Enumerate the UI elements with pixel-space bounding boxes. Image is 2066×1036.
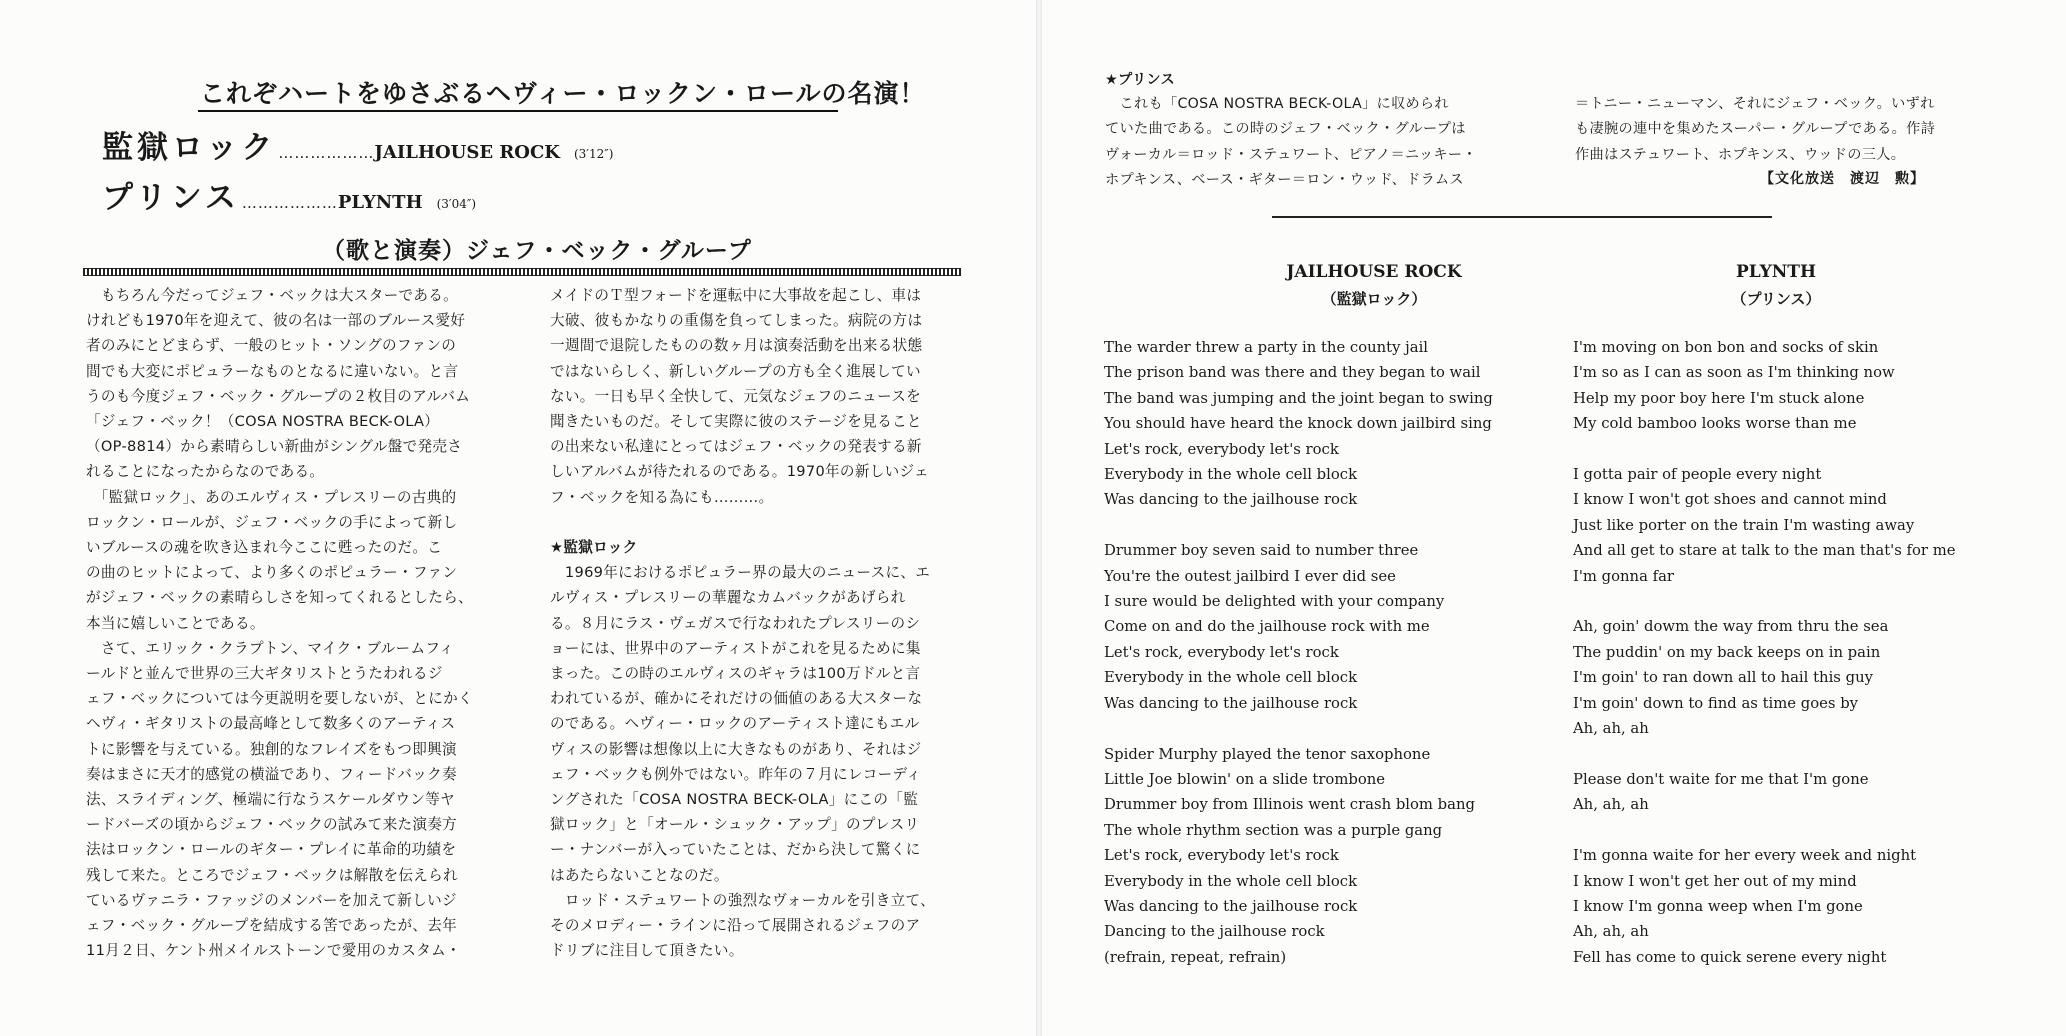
track-duration: (3′04″) — [436, 197, 477, 211]
lyrics-title-plynth: PLYNTH — [1735, 262, 1817, 282]
track-title-en: PLYNTH — [337, 192, 423, 213]
leader-dots: ……………… — [241, 194, 338, 212]
section-rule — [1272, 216, 1772, 218]
track-title-jp: プリンス — [102, 180, 240, 216]
plynth-note-column-1: これも「COSA NOSTRA BECK-OLA」に収められ ていた曲である。この時のジェフ・ベック・グループは ヴォーカル＝ロッド・ステュワート、ピアノ＝ニッキー・ ホプキンス、ベース・ギター＝ロン・ウッド、ドラムス — [1105, 96, 1477, 189]
leader-dots: ……………… — [278, 144, 375, 162]
liner-notes-column-2 — [550, 283, 935, 963]
plynth-note-column-2: ＝トニー・ニューマン、それにジェフ・ベック。いずれ も凄腕の連中を集めたスーパー・グループである。作詩 作曲はステュワート、ホプキンス、ウッドの三人。 — [1575, 96, 1936, 163]
writer-credit: 【文化放送 渡辺 勲】 — [1760, 171, 1925, 187]
liner-notes-paragraph: 1969年におけるポピュラー界の最大のニュースに、エ ルヴィス・プレスリーの華麗なカムバックがあげられ る。８月にラス・ヴェガスで行なわれたプレスリーのシ ョーには、世界中のアーティストがこれを見るために集 まった。この時のエルヴィスのギャラは100万ドルと言 われているが、確かにそれだけの価値のある大スターな のである。ヘヴィー・ロックのアーティスト達にもエル ヴィスの影響は想像以上に大きなものがあり、それはジ ェフ・ベックも例外ではない。昨年の７月にレコーディ ングされた「COSA NOSTRA BECK-OLA」にこの「監 獄ロック」と「オール・シュック・アップ」のプレスリ ー・ナンバーが入っていたことは、だから決して驚くに はあたらないことなのだ。 ロッド・ステュワートの強烈なヴォーカルを引き立て、 そのメロディー・ラインに沿って展開されるジェフのア ドリブに注目して頂きたい。 — [550, 564, 936, 960]
heading-underline — [198, 110, 838, 112]
lyrics-jailhouse-rock: The warder threw a party in the county jail The prison band was there and they began to wail The band was jumping and the joint began to swing You should have heard the knock down jailbird sing Let's rock, everybody let's rock Everybody in the whole cell block Was dancing to the jailhouse rock Drummer boy seven said to number three You're the outest jailbird I ever did see I sure would be delighted with your company Come on and do the jailhouse rock with me Let's rock, everybody let's rock Everybody in the whole cell block Was dancing to the jailhouse rock Spider Murphy played the tenor saxophone Little Joe blowin' on a slide trombone Drummer boy from Illinois went crash blom bang The whole rhythm section was a purple gang Let's rock, everybody let's rock Everybody in the whole cell block Was dancing to the jailhouse rock Dancing to the jailhouse rock (refrain, repeat, refrain) — [1104, 339, 1493, 966]
lyrics-title-jailhouse-rock: JAILHOUSE ROCK — [1286, 262, 1462, 282]
decorative-divider — [83, 268, 961, 276]
section-subhead-jailhouse-rock: ★監獄ロック — [550, 539, 638, 557]
lyrics-plynth: I'm moving on bon bon and socks of skin I'm so as I can as soon as I'm thinking now Help my poor boy here I'm stuck alone My cold bamboo looks worse than me I gotta pair of people every night I know I won't got shoes and cannot mind Just like porter on the train I'm wasting away And all get to stare at talk to the man that's for me I'm gonna far Ah, goin' dowm the way from thru the sea The puddin' on my back keeps on in pain I'm goin' to ran down all to hail this guy I'm goin' down to find as time goes by Ah, ah, ah Please don't waite for me that I'm gone Ah, ah, ah I'm gonna waite for her every week and night I know I won't get her out of my mind I know I'm gonna weep when I'm gone Ah, ah, ah Fell has come to quick serene every night — [1573, 339, 1956, 966]
track-entry-jailhouse-rock — [102, 122, 613, 167]
track-entry-plynth — [102, 172, 476, 217]
lyrics-subtitle-plynth: （プリンス） — [1731, 290, 1821, 308]
liner-notes-column-1: もちろん今だってジェフ・ベックは大スターである。 けれども1970年を迎えて、彼の名は一部のブルース愛好 者のみにとどまらず、一般のヒット・ソングのファンの 間でも大変にポピュラーなものとなるに違いない。と言 うのも今度ジェフ・ベック・グループの２枚目のアルバム 「ジェフ・ベック！（COSA NOSTRA BECK-OLA） （OP-8814）から素晴らしい新曲がシングル盤で発売さ れることになったからなのである。 「監獄ロック」、あのエルヴィス・プレスリーの古典的 ロックン・ロールが、ジェフ・ベックの手によって新し いブルースの魂を吹き込まれ今ここに甦ったのだ。こ の曲のヒットによって、より多くのポピュラー・ファン がジェフ・ベックの素晴らしさを知ってくれるとしたら、 本当に嬉しいことである。 さて、エリック・クラプトン、マイク・ブルームフィ ールドと並んで世界の三大ギタリストとうたわれるジ ェフ・ベックについては今更説明を要しないが、とにかく ヘヴィ・ギタリストの最高峰として数多くのアーティス トに影響を与えている。独創的なフレイズをもつ即興演 奏はまさに天才的感覚の横溢であり、フィードバック奏 法、スライディング、極端に行なうスケールダウン等ヤ ードバーズの頃からジェフ・ベックの試みて来た演奏方 法はロックン・ロールのギター・プレイに革命的功績を 残して来た。ところでジェフ・ベックは解散を伝えられ ているヴァニラ・ファッジのメンバーを加えて新しいジ ェフ・ベック・グループを結成する筈であったが、去年 11月２日、ケント州メイルストーンで愛用のカスタム・ — [86, 287, 473, 960]
performer-credit: （歌と演奏）ジェフ・ベック・グループ — [322, 238, 752, 264]
section-subhead-plynth: ★プリンス — [1105, 72, 1175, 88]
track-title-jp: 監獄ロック — [102, 130, 277, 166]
track-title-en: JAILHOUSE ROCK — [374, 142, 560, 163]
track-duration: (3′12″) — [573, 147, 614, 161]
lyrics-subtitle-jailhouse-rock: （監獄ロック） — [1321, 290, 1427, 308]
liner-notes-paragraph: メイドのＴ型フォードを運転中に大事故を起こし、車は 大破、彼もかなりの重傷を負ってしまった。病院の方は 一週間で退院したものの数ヶ月は演奏活動を出来る状態 ではないらしく、新しいグループの方も全く進展してい ない。一日も早く全快して、元気なジェフのニュースを 聞きたいものだ。そして実際に彼のステージを見ること の出来ない私達にとってはジェフ・ベックの発表する新 しいアルバムが待たれるのである。1970年の新しいジェ フ・ベックを知る為にも………。 — [550, 287, 929, 506]
page-heading: これぞハートをゆさぶるヘヴィー・ロックン・ロールの名演！ — [200, 79, 926, 108]
